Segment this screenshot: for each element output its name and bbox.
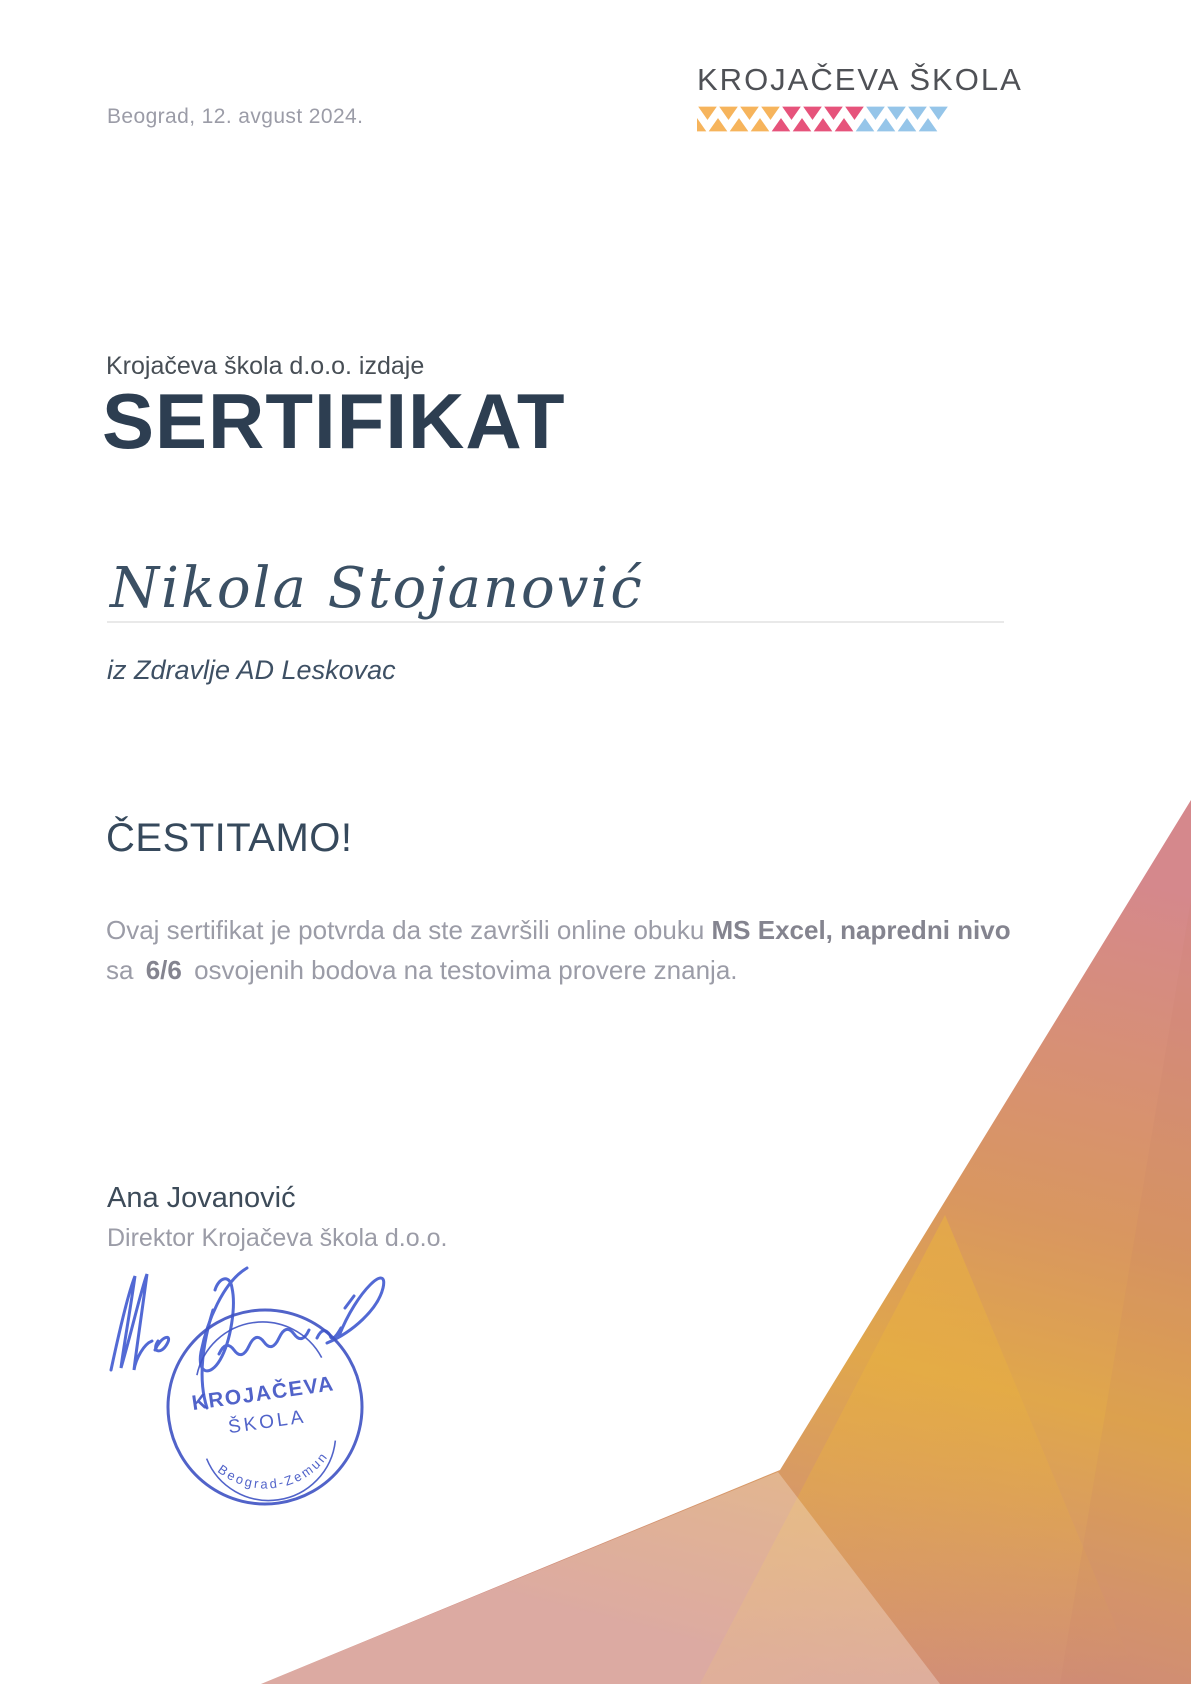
certificate-title: SERTIFIKAT [102,377,566,465]
svg-text:Beograd-Zemun [214,1447,335,1499]
round-stamp [160,1302,370,1512]
name-underline [107,621,1004,623]
recipient-name: Nikola Stojanović [110,556,644,621]
signatory-role: Direktor Krojačeva škola d.o.o. [107,1224,448,1252]
body-text: Ovaj sertifikat je potvrda da ste završili online obuku [106,915,712,945]
course-name: MS Excel, napredni nivo [711,915,1011,945]
body-text: osvojenih bodova na testovima provere znanja. [186,955,738,985]
issuer-line: Krojačeva škola d.o.o. izdaje [106,352,425,380]
stamp-line2: ŠKOLA [226,1406,308,1439]
logo-triangle-band-icon [697,105,953,133]
congrats-body [106,910,1011,990]
stamp-line1: KROJAČEVA [190,1372,336,1416]
logo-wordmark: KROJAČEVA ŠKOLA [697,62,1023,97]
stamp-arc-text: Beograd-Zemun [215,1448,332,1492]
body-text: sa [106,955,141,985]
date-place-line: Beograd, 12. avgust 2024. [107,105,364,128]
congrats-heading: ČESTITAMO! [106,816,353,860]
score-value: 6/6 [145,955,182,985]
recipient-company: iz Zdravlje AD Leskovac [107,655,396,685]
signatory-name: Ana Jovanović [107,1182,296,1214]
school-logo [697,62,1023,133]
